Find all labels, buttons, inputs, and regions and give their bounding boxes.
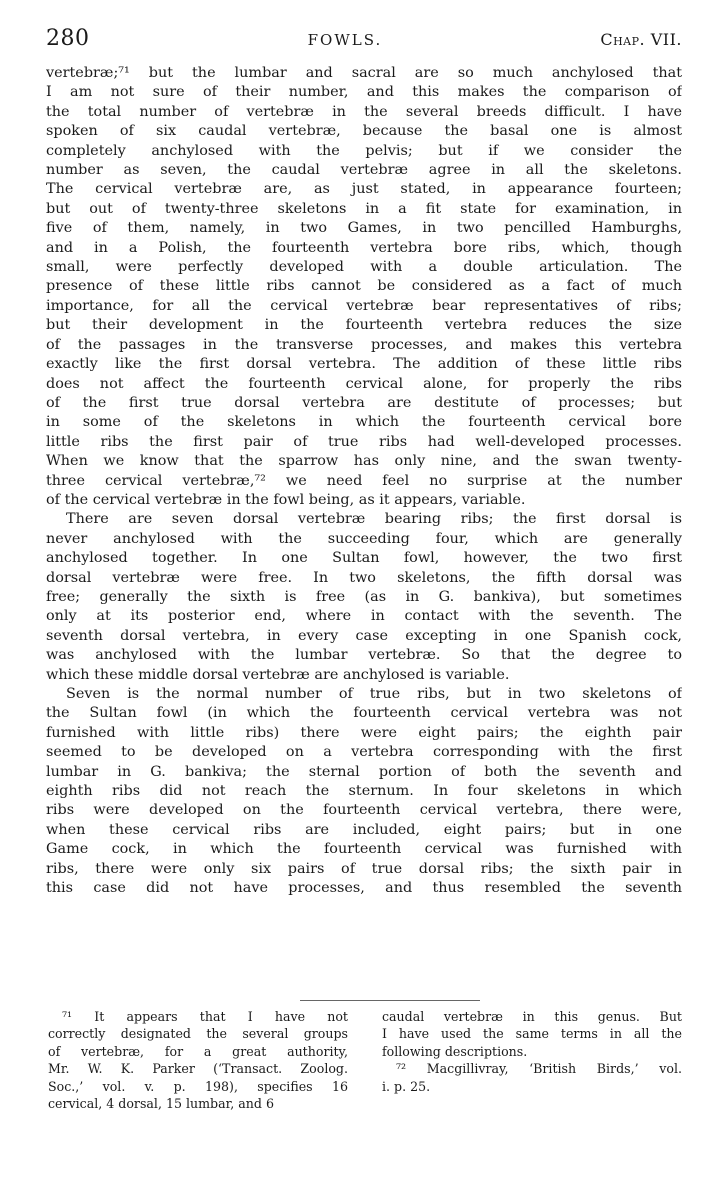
text-line: importance, for all the cervical vertebræ bear representatives of ribs; (46, 297, 682, 314)
text-line: When we know that the sparrow has only nine, and the swan twenty- (46, 453, 682, 470)
text-line: seemed to be developed on a vertebra corresponding with the first (46, 744, 682, 761)
footnotes (48, 1008, 682, 1112)
footnote-line: ⁷¹ It appears that I have not (62, 1009, 348, 1024)
footnote-line: cervical, 4 dorsal, 15 lumbar, and 6 (48, 1096, 274, 1112)
text-line: exactly like the first dorsal vertebra. The addition of these little ribs (46, 356, 682, 373)
text-line: only at its posterior end, where in contact with the seventh. The (46, 608, 682, 625)
text-line: There are seven dorsal vertebræ bearing ribs; the first dorsal is (66, 511, 682, 528)
page-header (46, 26, 682, 56)
text-line: dorsal vertebræ were free. In two skeletons, the fifth dorsal was (46, 569, 682, 586)
text-line: when these cervical ribs are included, eight pairs; but in one (46, 821, 682, 838)
footnote-column-left (48, 1008, 348, 1112)
text-line: anchylosed together. In one Sultan fowl, however, the two first (46, 550, 682, 567)
text-line: Game cock, in which the fourteenth cervical was furnished with (46, 841, 682, 858)
text-line: little ribs the first pair of true ribs had well-developed processes. (46, 433, 682, 450)
text-line: the Sultan fowl (in which the fourteenth cervical vertebra was not (46, 705, 682, 722)
text-line: of the passages in the transverse processes, and makes this vertebra (46, 336, 682, 353)
footnote-line: ⁷² Macgillivray, ‘British Birds,’ vol. (396, 1061, 682, 1077)
text-line: spoken of six caudal vertebræ, because the basal one is almost (46, 123, 682, 140)
footnote-line: Mr. W. K. Parker (‘Transact. Zoolog. (48, 1061, 348, 1077)
text-line: eighth ribs did not reach the sternum. In four skeletons in which (46, 783, 682, 800)
text-line: ribs, there were only six pairs of true dorsal ribs; the sixth pair in (46, 860, 682, 877)
text-line: and in a Polish, the fourteenth vertebra bore ribs, which, though (46, 239, 682, 256)
text-line: of the first true dorsal vertebra are destitute of processes; but (46, 394, 682, 411)
footnote-line: caudal vertebræ in this genus. But (382, 1009, 682, 1024)
text-line: small, were perfectly developed with a double articulation. The (46, 259, 682, 276)
text-line: three cervical vertebræ,⁷² we need feel no surprise at the number (46, 472, 682, 489)
chapter-label: Chap. VII. (600, 30, 682, 49)
text-line: of the cervical vertebræ in the fowl being, as it appears, variable. (46, 491, 526, 508)
text-line: does not affect the fourteenth cervical alone, for properly the ribs (46, 375, 682, 392)
text-line: in some of the skeletons in which the fourteenth cervical bore (46, 414, 682, 431)
footnote-rule (300, 1000, 480, 1001)
footnote-line: correctly designated the several groups (48, 1026, 348, 1042)
page-number: 280 (46, 26, 90, 51)
text-line: ribs were developed on the fourteenth cervical vertebra, there were, (46, 802, 682, 819)
text-line: never anchylosed with the succeeding four, which are generally (46, 530, 682, 547)
body-text (46, 64, 682, 898)
text-line: vertebræ;⁷¹ but the lumbar and sacral are so much anchylosed that (46, 65, 682, 81)
text-line: but out of twenty-three skeletons in a fit state for examination, in (46, 200, 682, 217)
text-line: free; generally the sixth is free (as in G. bankiva), but sometimes (46, 588, 682, 605)
footnote-line: I have used the same terms in all the (382, 1026, 682, 1042)
running-title: FOWLS. (307, 31, 383, 49)
footnote-line: i. p. 25. (382, 1078, 431, 1094)
footnote-column-right (382, 1008, 682, 1112)
text-line: furnished with little ribs) there were eight pairs; the eighth pair (46, 724, 682, 741)
footnote-line: following descriptions. (382, 1043, 528, 1059)
footnote-line: of vertebræ, for a great authority, (48, 1043, 348, 1059)
text-line: which these middle dorsal vertebræ are anchylosed is variable. (46, 666, 510, 683)
text-line: but their development in the fourteenth vertebra reduces the size (46, 317, 682, 334)
text-line: five of them, namely, in two Games, in two pencilled Hamburghs, (46, 220, 682, 237)
text-line: completely anchylosed with the pelvis; but if we consider the (46, 142, 682, 159)
text-line: was anchylosed with the lumbar vertebræ. So that the degree to (46, 647, 682, 664)
text-line: number as seven, the caudal vertebræ agree in all the skeletons. (46, 162, 682, 179)
footnote-line: Soc.,’ vol. v. p. 198), specifies 16 (48, 1078, 348, 1094)
text-line: seventh dorsal vertebra, in every case excepting in one Spanish cock, (46, 627, 682, 644)
text-line: I am not sure of their number, and this makes the comparison of (46, 84, 682, 101)
text-line: the total number of vertebræ in the several breeds difficult. I have (46, 103, 682, 120)
text-line: this case did not have processes, and thus resembled the seventh (46, 880, 682, 897)
text-line: presence of these little ribs cannot be considered as a fact of much (46, 278, 682, 295)
text-line: lumbar in G. bankiva; the sternal portion of both the seventh and (46, 763, 682, 780)
text-line: Seven is the normal number of true ribs, but in two skeletons of (66, 686, 682, 702)
text-line: The cervical vertebræ are, as just stated, in appearance fourteen; (46, 181, 682, 198)
